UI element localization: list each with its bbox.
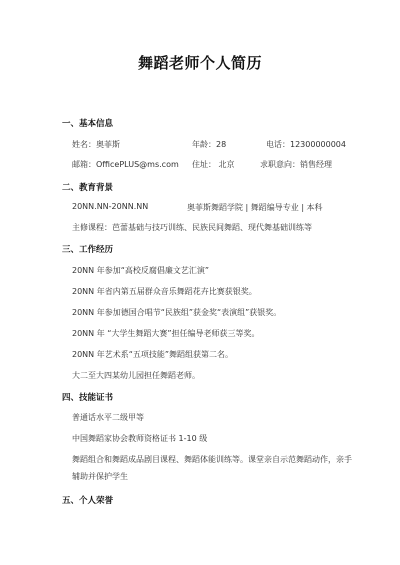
education-courses: 主修课程：芭蕾基础与技巧训练、民族民间舞蹈、现代舞基础训练等 (72, 223, 312, 232)
job-intent-field: 求职意向：销售经理 (260, 160, 332, 169)
skill-item: 中国舞蹈家协会教师资格证书 1-10 级 (72, 434, 208, 443)
section-work-experience: 三、工作经历 (62, 245, 114, 255)
section-skills: 四、技能证书 (62, 393, 114, 403)
name-field: 姓名：奥菲斯 (72, 140, 120, 149)
section-honors: 五、个人荣誉 (62, 496, 114, 506)
section-education: 二、教育背景 (62, 183, 114, 193)
education-period: 20NN.NN-20NN.NN (72, 202, 149, 211)
work-item: 20NN 年 “大学生舞蹈大赛”担任编导老师获三等奖。 (72, 329, 260, 338)
age-field: 年龄：28 (192, 140, 227, 149)
address-field: 住址： 北京 (192, 160, 235, 169)
education-school: 奥菲斯舞蹈学院 | 舞蹈编导专业 | 本科 (187, 203, 323, 212)
phone-field: 电话：12300000004 (266, 140, 346, 149)
skill-item: 普通话水平二级甲等 (72, 413, 144, 422)
page-title: 舞蹈老师个人简历 (137, 54, 262, 72)
work-item: 大二至大四某幼儿园担任舞蹈老师。 (72, 371, 200, 380)
section-basic-info: 一、基本信息 (62, 119, 114, 129)
work-item: 20NN 年参加“高校反腐倡廉文艺汇演” (72, 266, 209, 275)
work-item: 20NN 年艺术系“五项技能”舞蹈组获第二名。 (72, 350, 233, 359)
work-item: 20NN 年省内第五届群众音乐舞蹈花卉比赛获银奖。 (72, 287, 257, 296)
email-field: 邮箱：OfficePLUS@ms.com (72, 160, 179, 169)
skill-item: 舞蹈组合和舞蹈成品剧目课程、舞蹈体能训练等。课堂亲自示范舞蹈动作，亲手辅助并保护学生 (72, 455, 352, 481)
work-item: 20NN 年参加德国合唱节“民族组”获金奖“表演组”获银奖。 (72, 308, 282, 317)
